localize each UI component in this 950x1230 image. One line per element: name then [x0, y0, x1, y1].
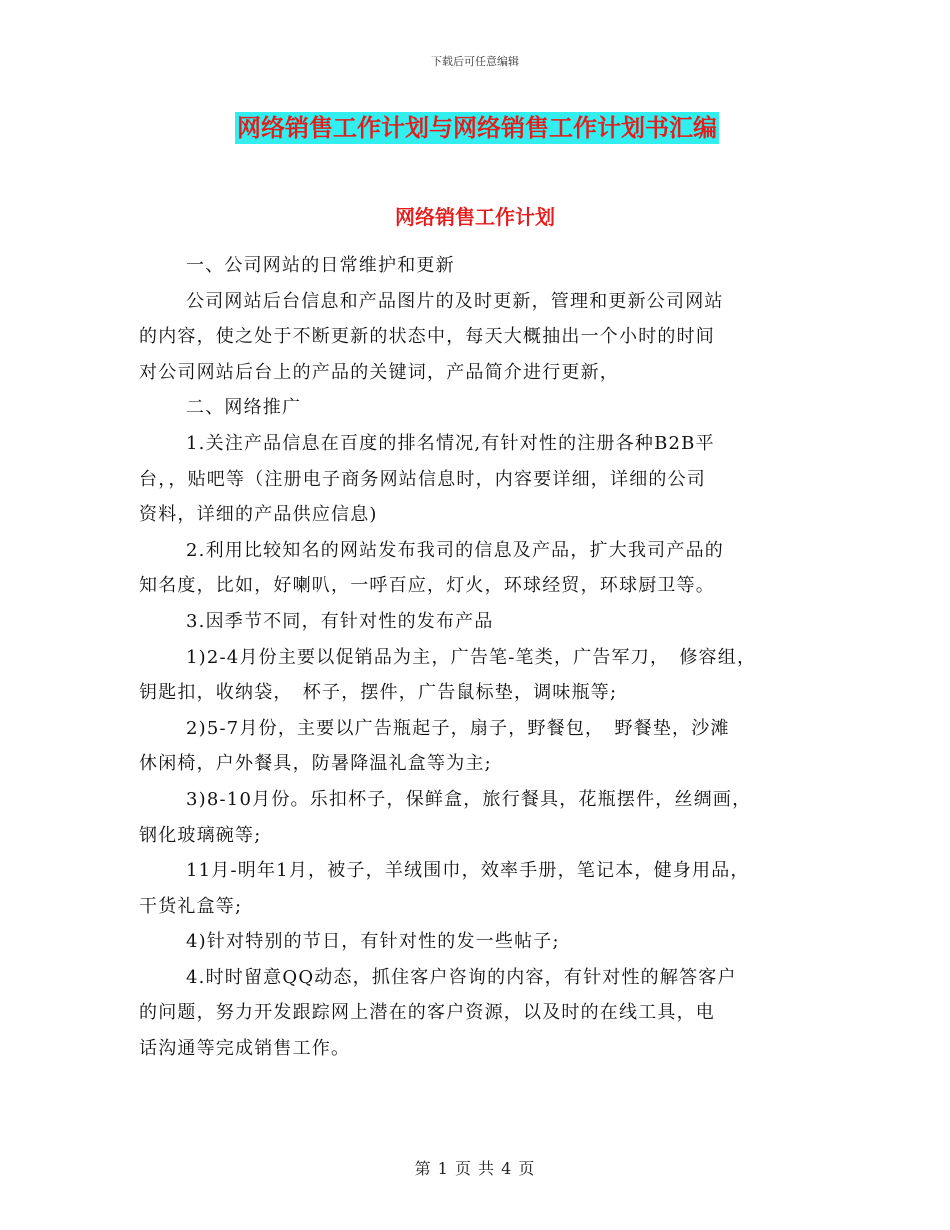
paragraph-line: 钥匙扣，收纳袋， 杯子，摆件，广告鼠标垫，调味瓶等; — [139, 682, 618, 704]
document-body — [139, 248, 829, 1067]
paragraph-line: 话沟通等完成销售工作。 — [139, 1038, 351, 1060]
paragraph — [139, 782, 829, 853]
paragraph-line: 二、网络推广 — [186, 397, 302, 419]
paragraph-line: 的内容，使之处于不断更新的状态中，每天大概抽出一个小时的时间 — [139, 326, 715, 348]
paragraph — [139, 604, 829, 640]
paragraph — [139, 248, 829, 284]
paragraph-line: 11月-明年1月，被子，羊绒围巾，效率手册，笔记本，健身用品， — [186, 860, 750, 882]
paragraph-line: 2)5-7月份，主要以广告瓶起子，扇子，野餐包， 野餐垫，沙滩 — [186, 717, 730, 739]
paragraph — [139, 284, 829, 391]
paragraph-line: 3.因季节不同，有针对性的发布产品 — [186, 610, 494, 632]
paragraph-line: 干货礼盒等; — [139, 895, 243, 917]
paragraph-line: 的问题，努力开发跟踪网上潜在的客户资源，以及时的在线工具，电 — [139, 1002, 715, 1024]
paragraph — [139, 960, 829, 1067]
paragraph-line: 3)8-10月份。乐扣杯子，保鲜盒，旅行餐具，花瓶摆件，丝绸画， — [186, 788, 752, 810]
paragraph-line: 1.关注产品信息在百度的排名情况,有针对性的注册各种B2B平 — [186, 432, 715, 454]
paragraph — [139, 853, 829, 924]
paragraph-line: 2.利用比较知名的网站发布我司的信息及产品，扩大我司产品的 — [186, 539, 724, 561]
paragraph-line: 1)2-4月份主要以促销品为主，广告笔-笔类，广告军刀， 修容组， — [186, 646, 757, 668]
paragraph-line: 钢化玻璃碗等; — [139, 824, 262, 846]
paragraph-line: 休闲椅，户外餐具，防暑降温礼盒等为主; — [139, 753, 492, 775]
paragraph — [139, 924, 829, 960]
paragraph — [139, 640, 829, 711]
paragraph — [139, 533, 829, 604]
document-title: 网络销售工作计划与网络销售工作计划书汇编 — [237, 113, 717, 142]
paragraph-line: 一、公司网站的日常维护和更新 — [186, 255, 455, 276]
paragraph-line: 台，，贴吧等（注册电子商务网站信息时，内容要详细，详细的公司 — [139, 468, 706, 490]
paragraph-line: 公司网站后台信息和产品图片的及时更新，管理和更新公司网站 — [186, 290, 724, 312]
header-note: 下载后可任意编辑 — [431, 55, 519, 68]
paragraph — [139, 426, 829, 533]
paragraph — [139, 711, 829, 782]
section-title: 网络销售工作计划 — [395, 205, 555, 229]
paragraph-line: 知名度，比如，好喇叭，一呼百应，灯火，环球经贸，环球厨卫等。 — [139, 575, 715, 597]
paragraph-line: 对公司网站后台上的产品的关键词，产品简介进行更新， — [139, 361, 619, 383]
paragraph-line: 4)针对特别的节日，有针对性的发一些帖子; — [186, 931, 560, 953]
paragraph — [139, 390, 829, 426]
page-indicator: 第 1 页 共 4 页 — [414, 1159, 536, 1178]
paragraph-line: 资料，详细的产品供应信息) — [139, 504, 378, 526]
paragraph-line: 4.时时留意QQ动态，抓住客户咨询的内容，有针对性的解答客户 — [186, 966, 737, 988]
